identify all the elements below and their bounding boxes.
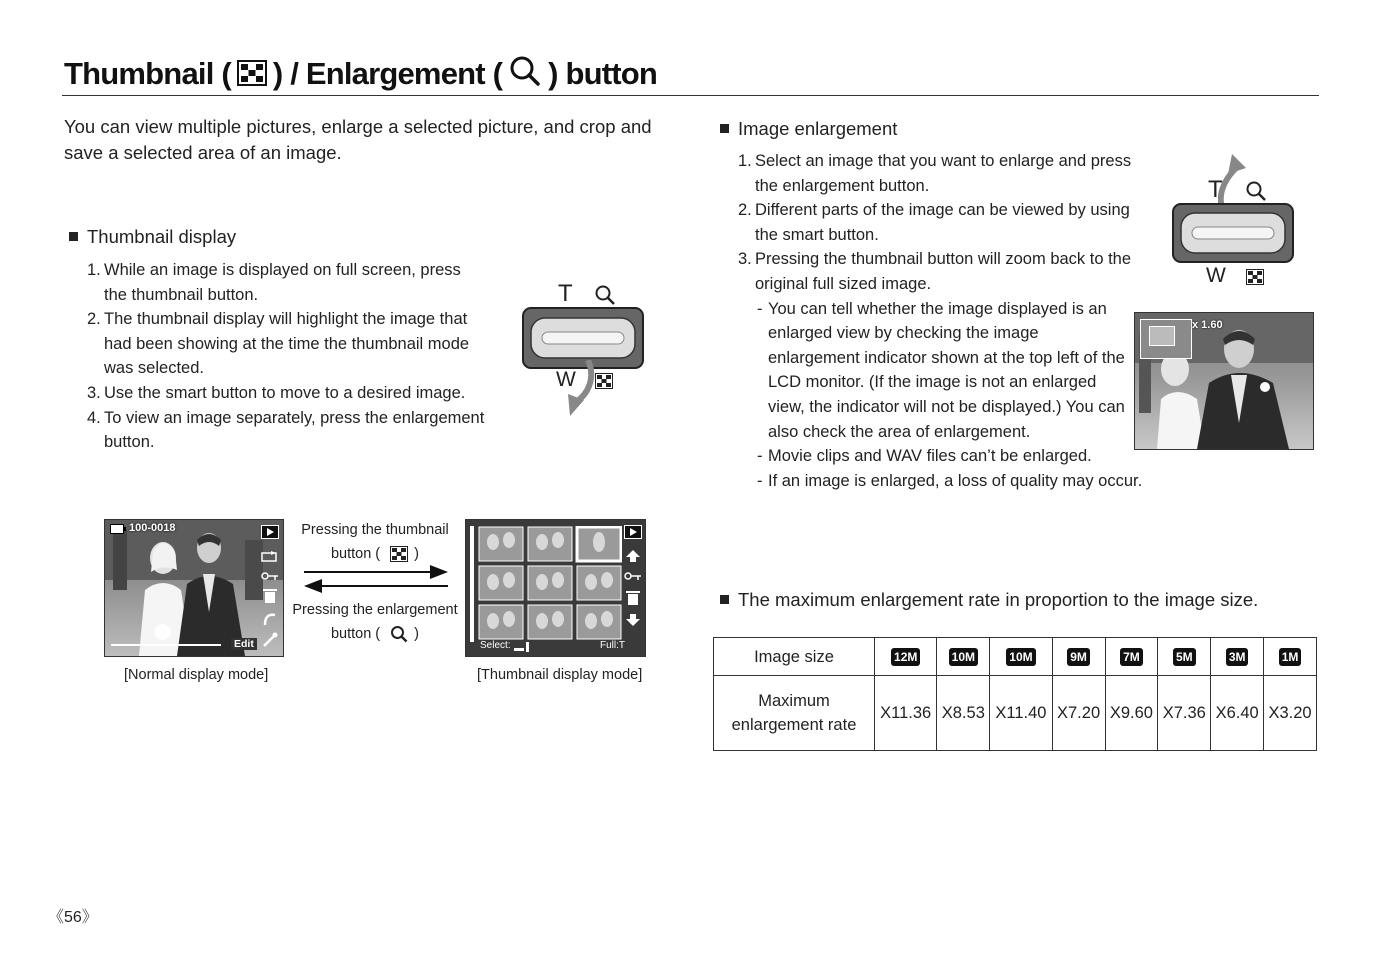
delete-icon [625, 590, 641, 606]
step-number: 4. [87, 408, 101, 427]
bullet-square-icon [69, 232, 78, 241]
tools-icon [262, 632, 278, 648]
thumbnail-icon [1246, 269, 1264, 285]
list-item [757, 297, 1130, 445]
title-part-3: ) button [548, 56, 658, 91]
magnifier-icon [508, 55, 542, 97]
list-item [738, 247, 1143, 493]
list-item [757, 444, 1148, 469]
protect-key-icon [261, 570, 279, 582]
note-dash: - [757, 447, 763, 466]
magnifier-icon [390, 625, 408, 643]
select-hint: Select: [480, 640, 511, 651]
press-thumbnail-line1: Pressing the thumbnail [301, 522, 449, 538]
list-item [87, 258, 487, 307]
press-enlargement-button-text: button ( [330, 626, 381, 642]
step-number: 1. [738, 152, 752, 170]
size-cell [1211, 638, 1264, 676]
list-item [738, 149, 1138, 198]
list-item [738, 198, 1138, 247]
full-hint: Full:T [600, 640, 625, 651]
size-cell [1105, 638, 1158, 676]
wedding-photo [105, 520, 283, 656]
smart-button-icon [514, 642, 530, 652]
size-5m-icon: 5M [1173, 648, 1196, 666]
enlargement-rate-table [713, 637, 1317, 751]
enlargement-area-box [1149, 326, 1175, 346]
step-number: 2. [87, 310, 101, 329]
title-part-1: Thumbnail ( [64, 56, 231, 91]
tele-label: T [558, 280, 573, 307]
step-number: 2. [738, 201, 752, 220]
file-counter: 100-0018 [129, 522, 176, 534]
list-item [757, 469, 1168, 494]
list-item [87, 381, 487, 406]
enlargement-indicator [1140, 319, 1192, 359]
rotate-icon [261, 550, 279, 562]
press-thumbnail-button-text: button ( [330, 546, 381, 562]
zoom-ratio-label: x 1.60 [1192, 319, 1223, 331]
voice-memo-icon [262, 611, 278, 627]
page-title [64, 54, 657, 97]
normal-display-screen [104, 519, 284, 657]
thumbnail-grid [478, 526, 622, 640]
mode-switch-arrows-icon [302, 562, 450, 594]
press-thumbnail-label [290, 518, 460, 566]
magnifier-icon [594, 284, 616, 306]
thumbnail-display-caption: [Thumbnail display mode] [477, 667, 643, 683]
size-10m-wide-icon: 10M [949, 648, 978, 666]
size-10m-icon: 10M [1006, 648, 1035, 666]
bullet-square-icon [720, 124, 729, 133]
image-size-header: Image size [714, 638, 875, 676]
zoom-rocker-icon [1172, 203, 1294, 263]
size-cell [1158, 638, 1211, 676]
table-row [714, 676, 1317, 751]
enlargement-steps [738, 149, 1143, 493]
wide-label: W [1206, 264, 1226, 287]
thumbnail-steps [87, 258, 487, 455]
step-number: 3. [738, 250, 752, 269]
zoom-button-illustration-enlargement [1168, 152, 1300, 292]
thumbnail-icon [595, 373, 613, 389]
size-3m-icon: 3M [1226, 648, 1249, 666]
note-dash: - [757, 471, 763, 490]
paren-close: ) [414, 546, 420, 562]
tele-label: T [1208, 176, 1223, 203]
wide-label: W [556, 368, 576, 391]
list-item [87, 307, 487, 381]
note-dash: - [757, 299, 763, 318]
enlargement-notes [755, 297, 1143, 494]
max-rate-header: Maximum enlargement rate [714, 676, 875, 751]
size-cell [937, 638, 990, 676]
step-number: 1. [87, 261, 101, 279]
rate-value: X7.20 [1052, 676, 1105, 751]
enlarged-photo-screen [1134, 312, 1314, 450]
thumbnail-display-screen [465, 519, 646, 657]
thumbnail-display-heading-text: Thumbnail display [87, 226, 237, 247]
rates-heading [720, 589, 1258, 611]
thumbnail-display-heading [69, 226, 236, 248]
battery-icon [110, 524, 126, 534]
intro-text: You can view multiple pictures, enlarge a selected picture, and crop and save a selected area of an image. [64, 116, 652, 163]
size-1m-icon: 1M [1279, 648, 1302, 666]
size-12m-icon: 12M [891, 648, 920, 666]
thumbnail-icon [237, 56, 267, 96]
step-text: Use the smart button to move to a desired image. [104, 383, 466, 402]
up-arrow-icon [626, 550, 640, 562]
rate-value: X8.53 [937, 676, 990, 751]
rate-value: X11.40 [990, 676, 1052, 751]
normal-display-caption: [Normal display mode] [124, 667, 269, 683]
paren-close: ) [414, 626, 420, 642]
image-enlargement-heading [720, 118, 897, 140]
size-cell [1052, 638, 1105, 676]
list-item [87, 406, 487, 455]
play-mode-icon [261, 525, 279, 539]
step-text: Pressing the thumbnail button will zoom back to the original full sized image. [755, 250, 1132, 293]
note-text: Movie clips and WAV files can’t be enlarged. [768, 447, 1092, 466]
step-number: 3. [87, 383, 101, 402]
zoom-button-illustration-thumbnail [518, 280, 648, 420]
image-enlargement-heading-text: Image enlargement [738, 118, 898, 139]
title-rule [62, 95, 1319, 96]
rates-heading-text: The maximum enlargement rate in proportion to the image size. [738, 589, 1259, 610]
size-cell [990, 638, 1052, 676]
rate-value: X9.60 [1105, 676, 1158, 751]
protect-key-icon [624, 570, 642, 582]
press-enlargement-line1: Pressing the enlargement [292, 602, 458, 618]
press-enlargement-label [285, 598, 465, 646]
thumbnail-icon [390, 546, 408, 562]
magnifier-icon [1245, 180, 1267, 202]
size-cell [1264, 638, 1317, 676]
bullet-square-icon [720, 595, 729, 604]
page-number: 《56》 [48, 909, 98, 926]
table-row [714, 638, 1317, 676]
progress-bar [111, 644, 221, 646]
size-cell [875, 638, 937, 676]
rate-value: X6.40 [1211, 676, 1264, 751]
delete-icon [262, 588, 278, 604]
note-text: If an image is enlarged, a loss of quality may occur. [768, 471, 1143, 490]
rate-value: X11.36 [875, 676, 937, 751]
edit-label: Edit [231, 638, 257, 650]
scroll-bar[interactable] [470, 526, 474, 642]
step-text: While an image is displayed on full screen, press the thumbnail button. [104, 261, 461, 304]
step-text: To view an image separately, press the enlargement button. [104, 408, 485, 452]
play-mode-icon [624, 525, 642, 539]
rate-value: X7.36 [1158, 676, 1211, 751]
size-7m-icon: 7M [1120, 648, 1143, 666]
press-enlargement-line2 [285, 622, 465, 646]
down-arrow-icon [626, 614, 640, 626]
step-text: The thumbnail display will highlight the image that had been showing at the time the thumbnail mode was selected. [104, 310, 470, 378]
rate-value: X3.20 [1264, 676, 1317, 751]
note-text: You can tell whether the image displayed is an enlarged view by checking the image enlargement indicator shown at the top left of the LCD monitor. (If the image is not an enlarged view, the indicator will not be displayed.) You can also check the area of enlargement. [768, 299, 1125, 441]
title-part-2: ) / Enlargement ( [272, 56, 503, 91]
size-9m-icon: 9M [1067, 648, 1090, 666]
step-text: Different parts of the image can be viewed by using the smart button. [755, 201, 1130, 244]
step-text: Select an image that you want to enlarge and press the enlargement button. [755, 152, 1132, 195]
